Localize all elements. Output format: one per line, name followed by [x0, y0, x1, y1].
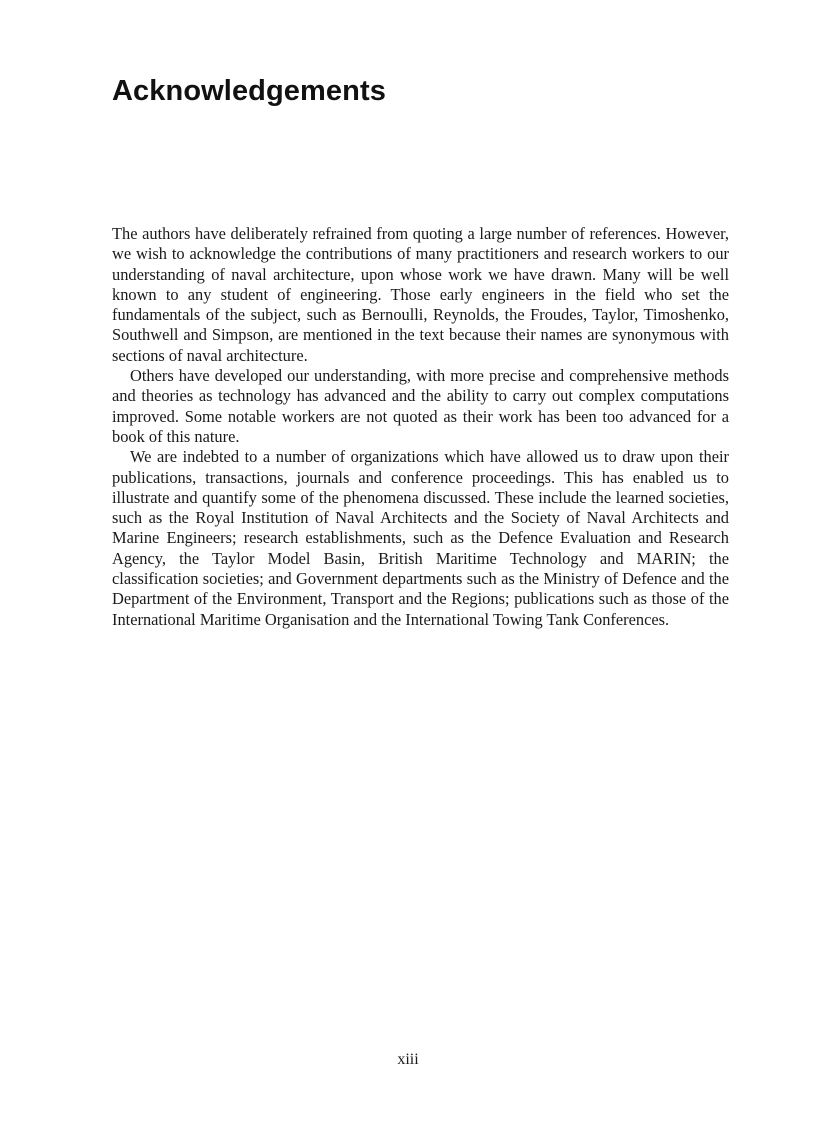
acknowledgements-body: [112, 224, 729, 630]
paragraph-2: Others have developed our understanding, with more precise and comprehensive methods and theories as technology has advanced and the ability to carry out complex computations improved. Some notable workers are not quoted as their work has been too advanced for a book of this nature.: [112, 366, 729, 446]
page-number: xiii: [397, 1051, 419, 1068]
page-title: Acknowledgements: [112, 75, 386, 107]
paragraph-1: The authors have deliberately refrained from quoting a large number of references. However, we wish to acknowledge the contributions of many practitioners and research workers to our understanding of naval architecture, upon whose work we have drawn. Many will be well known to any student of engineering. Those early engineers in the field who set the fundamentals of the subject, such as Bernoulli, Reynolds, the Froudes, Taylor, Timoshenko, Southwell and Simpson, are mentioned in the text because their names are synonymous with sections of naval architecture.: [112, 224, 729, 365]
paragraph-3: We are indebted to a number of organizations which have allowed us to draw upon their publications, transactions, journals and conference proceedings. This has enabled us to illustrate and quantify some of the phenomena discussed. These include the learned societies, such as the Royal Institution of Naval Architects and the Society of Naval Architects and Marine Engineers; research establishments, such as the Defence Evaluation and Research Agency, the Taylor Model Basin, British Maritime Technology and MARIN; the classification societies; and Government departments such as the Ministry of Defence and the Department of the Environment, Transport and the Regions; publications such as those of the International Maritime Organisation and the International Towing Tank Conferences.: [112, 447, 729, 629]
